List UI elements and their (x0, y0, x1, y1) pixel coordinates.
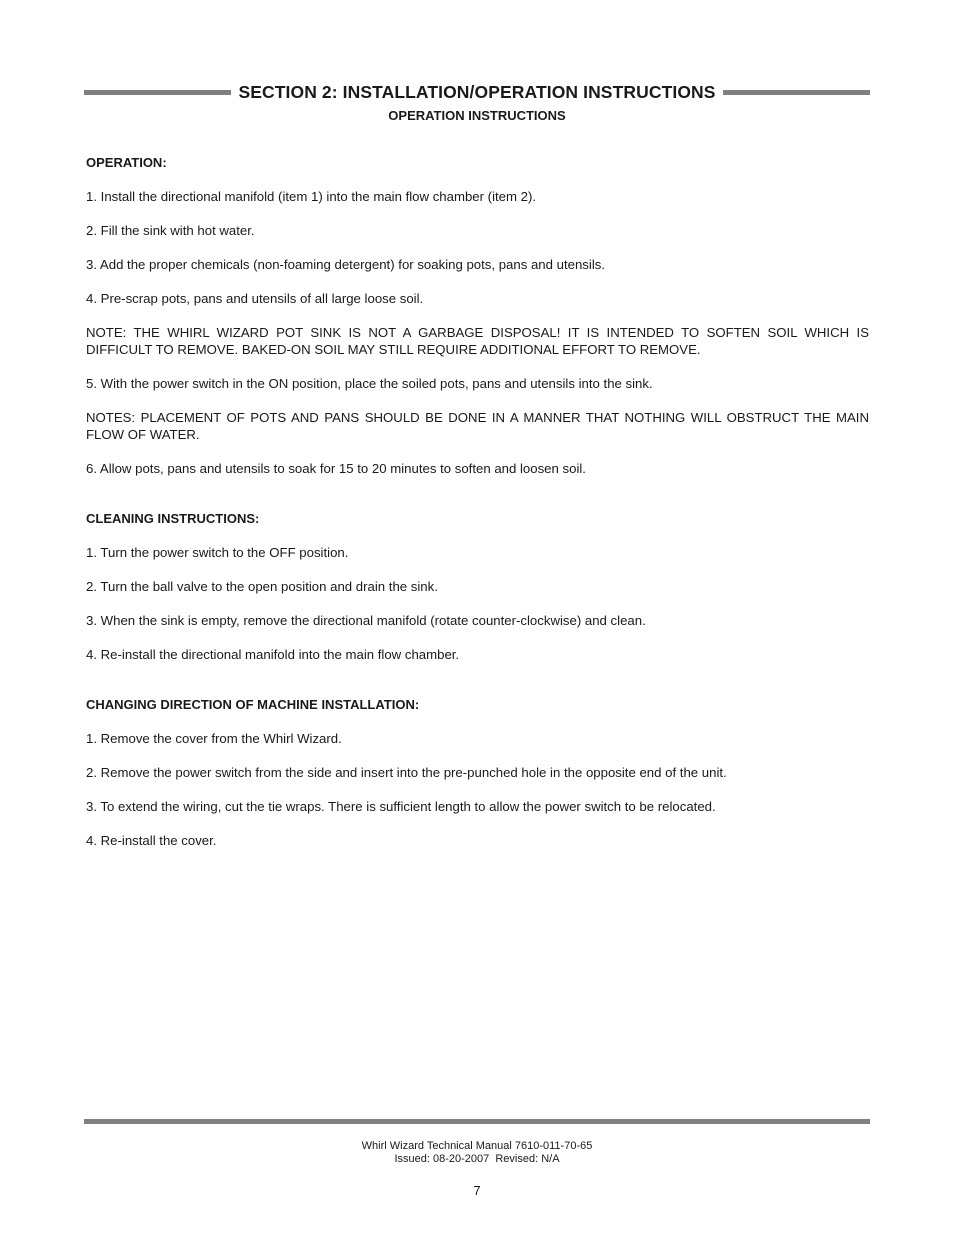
operation-note: NOTE: THE WHIRL WIZARD POT SINK IS NOT A GARBAGE DISPOSAL! IT IS INTENDED TO SOFTEN SOIL WHICH IS DIFFICULT TO REMOVE. BAKED-ON SOIL MAY STILL REQUIRE ADDITIONAL EFFORT TO REMOVE. (86, 325, 869, 357)
direction-step-2: 2. Remove the power switch from the side and insert into the pre-punched hole in the opposite end of the unit. (86, 765, 727, 780)
direction-step-3: 3. To extend the wiring, cut the tie wraps. There is sufficient length to allow the power switch to be relocated. (86, 799, 716, 814)
page-subtitle: OPERATION INSTRUCTIONS (388, 108, 566, 123)
footer-rule (84, 1119, 870, 1124)
page-number: 7 (473, 1183, 481, 1198)
main-content (86, 154, 869, 849)
cleaning-step-2: 2. Turn the ball valve to the open position and drain the sink. (86, 579, 438, 594)
cleaning-step-1: 1. Turn the power switch to the OFF position. (86, 545, 349, 560)
operation-step-6: 6. Allow pots, pans and utensils to soak for 15 to 20 minutes to soften and loosen soil. (86, 461, 586, 476)
footer-issued: Issued: 08-20-2007 Revised: N/A (394, 1153, 560, 1165)
header-rule-left (84, 90, 231, 95)
operation-notes: NOTES: PLACEMENT OF POTS AND PANS SHOULD BE DONE IN A MANNER THAT NOTHING WILL OBSTRUCT THE MAIN FLOW OF WATER. (86, 410, 869, 442)
section-header (84, 80, 870, 104)
cleaning-heading: CLEANING INSTRUCTIONS: (86, 511, 260, 526)
cleaning-step-4: 4. Re-install the directional manifold into the main flow chamber. (86, 647, 460, 662)
operation-step-3: 3. Add the proper chemicals (non-foaming detergent) for soaking pots, pans and utensils. (86, 257, 606, 272)
operation-step-4: 4. Pre-scrap pots, pans and utensils of all large loose soil. (86, 291, 424, 306)
section-title: SECTION 2: INSTALLATION/OPERATION INSTRUCTIONS (238, 81, 716, 102)
direction-step-4: 4. Re-install the cover. (86, 833, 217, 848)
operation-heading: OPERATION: (86, 155, 167, 170)
direction-step-1: 1. Remove the cover from the Whirl Wizard. (86, 731, 342, 746)
cleaning-step-3: 3. When the sink is empty, remove the directional manifold (rotate counter-clockwise) and clean. (86, 613, 646, 628)
direction-heading: CHANGING DIRECTION OF MACHINE INSTALLATION: (86, 697, 420, 712)
operation-step-5: 5. With the power switch in the ON position, place the soiled pots, pans and utensils into the sink. (86, 376, 653, 391)
footer-manual-title: Whirl Wizard Technical Manual 7610-011-70-65 (361, 1140, 593, 1152)
operation-step-2: 2. Fill the sink with hot water. (86, 223, 255, 238)
header-rule-right (723, 90, 870, 95)
operation-step-1: 1. Install the directional manifold (item 1) into the main flow chamber (item 2). (86, 189, 537, 204)
